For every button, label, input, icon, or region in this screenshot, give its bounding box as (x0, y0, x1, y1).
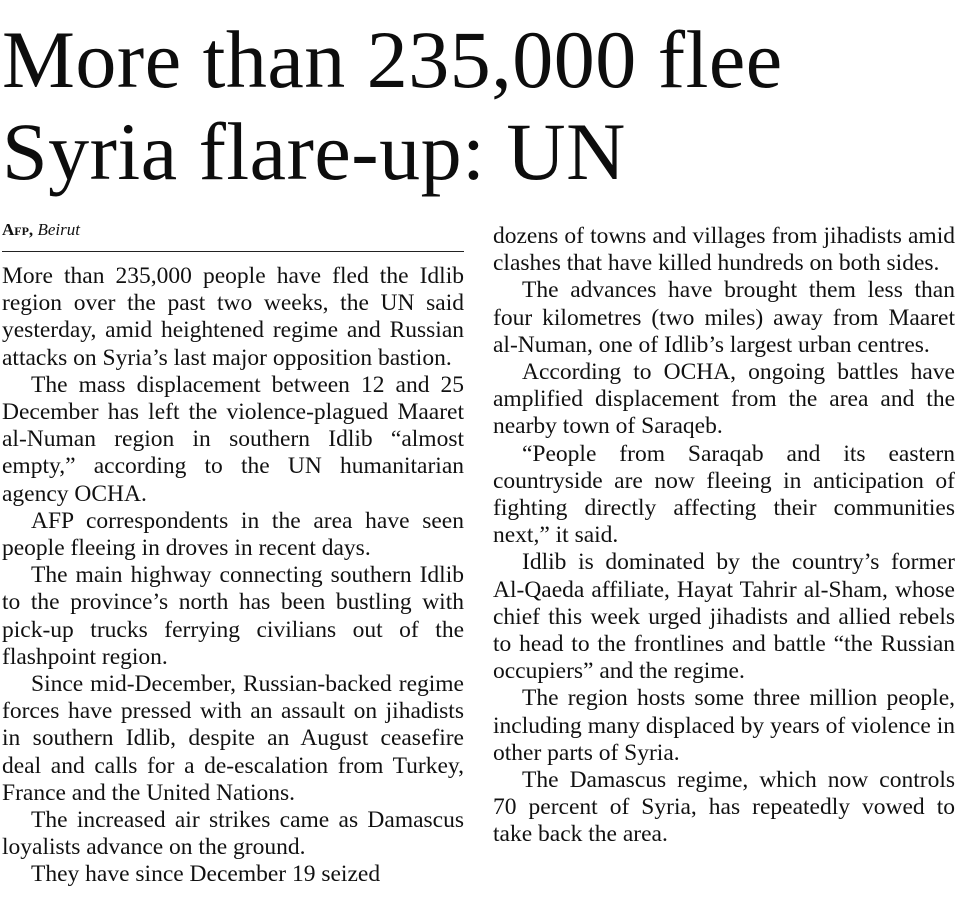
paragraph: The increased air strikes came as Damascus loyalists advance on the ground. (2, 807, 464, 861)
paragraph: Since mid-December, Russian-backed regime forces have pressed with an assault on jihadists in southern Idlib, despite an August ceasefire deal and calls for a de-escalation from Turkey, France and the United Nations. (2, 671, 464, 806)
paragraph: According to OCHA, ongoing battles have amplified displacement from the area and the nearby town of Saraqeb. (493, 359, 955, 440)
paragraph: The advances have brought them less than four kilometres (two miles) away from Maaret al-Numan, one of Idlib’s largest urban centres. (493, 277, 955, 358)
byline-divider (2, 251, 464, 252)
paragraph: More than 235,000 people have fled the Idlib region over the past two weeks, the UN said yesterday, amid heightened regime and Russian attacks on Syria’s last major opposition bastion. (2, 263, 464, 371)
paragraph: AFP correspondents in the area have seen people fleeing in droves in recent days. (2, 507, 464, 562)
byline-agency: Afp, (2, 220, 34, 239)
byline (2, 220, 464, 240)
article-column-1 (2, 263, 464, 889)
byline-place: Beirut (37, 220, 80, 239)
paragraph: dozens of towns and villages from jihadists amid clashes that have killed hundreds on both sides. (493, 223, 955, 277)
article-column-2 (493, 223, 955, 849)
paragraph: The main highway connecting southern Idlib to the province’s north has been bustling with pick-up trucks ferrying civilians out of the flashpoint region. (2, 562, 464, 670)
headline-line-2: Syria flare-up: UN (2, 106, 626, 197)
paragraph: The mass displacement between 12 and 25 December has left the violence-plagued Maaret al-Numan region in southern Idlib “almost empty,” according to the UN humanitarian agency OCHA. (2, 371, 464, 507)
headline-line-1: More than 235,000 flee (2, 14, 783, 105)
paragraph: The region hosts some three million people, including many displaced by years of violence in other parts of Syria. (493, 685, 955, 766)
paragraph: Idlib is dominated by the country’s former Al-Qaeda affiliate, Hayat Tahrir al-Sham, whose chief this week urged jihadists and allied rebels to head to the frontlines and battle “the Russian occupiers” and the regime. (493, 549, 955, 685)
paragraph: The Damascus regime, which now controls 70 percent of Syria, has repeatedly vowed to take back the area. (493, 767, 955, 848)
headline (2, 14, 952, 198)
paragraph: They have since December 19 seized (31, 861, 381, 888)
paragraph: “People from Saraqab and its eastern countryside are now fleeing in anticipation of fighting directly affecting their communities next,” it said. (493, 440, 955, 549)
